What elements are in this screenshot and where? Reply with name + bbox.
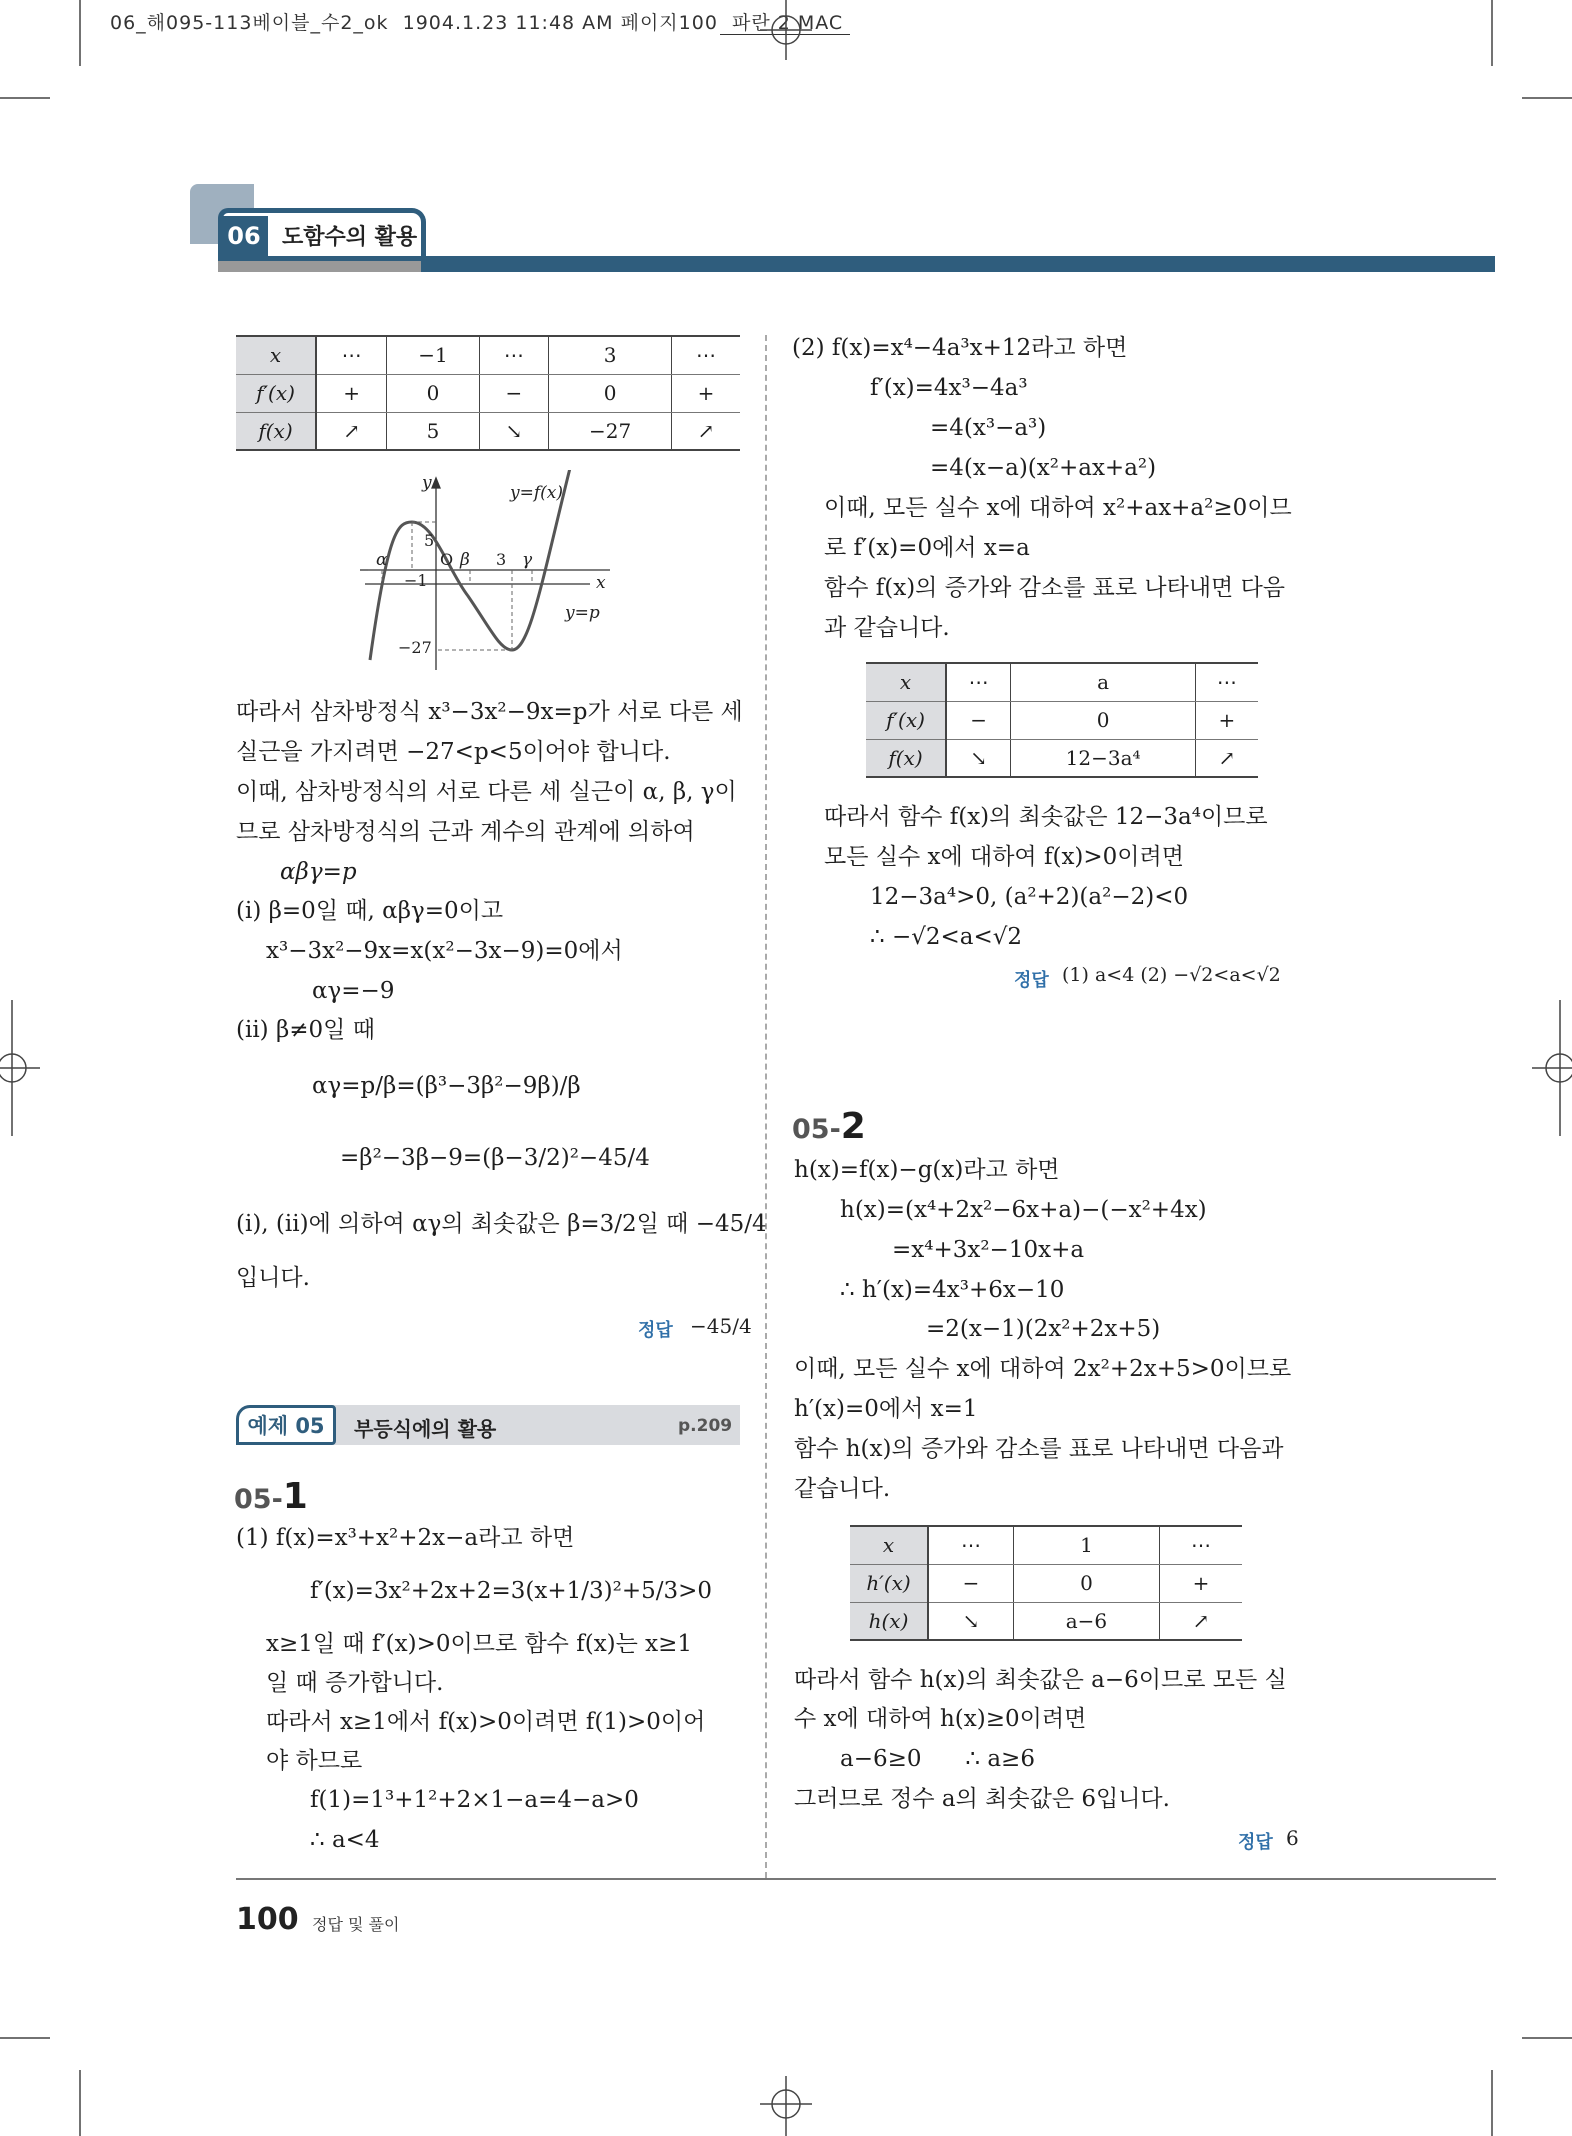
text-line: 따라서 x≥1에서 f(x)>0이려면 f(1)>0이어: [266, 1709, 706, 1735]
table-cell: ⋯: [672, 336, 740, 374]
math-line: ∴ h′(x)=4x³+6x−10: [840, 1277, 1065, 1303]
text-line: (1) f(x)=x³+x²+2x−a라고 하면: [236, 1525, 575, 1551]
table-cell: −27: [549, 412, 672, 450]
table-cell: ↗: [1195, 739, 1258, 777]
text-line: 이때, 삼차방정식의 서로 다른 세 실근이 α, β, γ이: [236, 779, 737, 805]
text-line: x≥1일 때 f′(x)>0이므로 함수 f(x)는 x≥1: [266, 1631, 693, 1657]
text-line: 이때, 모든 실수 x에 대하여 2x²+2x+5>0이므로: [794, 1356, 1292, 1382]
answer-label: 정답: [638, 1320, 673, 1341]
problem-prefix: 05-: [234, 1484, 283, 1515]
text-line: 수 x에 대하여 h(x)≥0이려면: [794, 1706, 1087, 1732]
table-cell: +: [672, 374, 740, 412]
math-line: =x⁴+3x²−10x+a: [892, 1237, 1085, 1263]
table-cell: f(x): [866, 739, 946, 777]
example-tag: 예제 05: [236, 1405, 336, 1445]
variation-table-2: [866, 662, 1258, 778]
y-arrow: [432, 478, 440, 488]
problem-number: [792, 1106, 866, 1147]
table-cell: x: [850, 1526, 928, 1564]
math-line: f(1)=1³+1²+2×1−a=4−a>0: [310, 1787, 639, 1813]
answer-label: 정답: [1014, 970, 1049, 991]
chapter-title: 도함수의 활용: [282, 225, 418, 250]
page-number: 100: [236, 1902, 299, 1937]
text-line: 함수 h(x)의 증가와 감소를 표로 나타내면 다음과: [794, 1436, 1284, 1462]
text-line: 로 f′(x)=0에서 x=a: [824, 535, 1030, 561]
text-line: 일 때 증가합니다.: [266, 1670, 444, 1696]
table-cell: −: [928, 1564, 1013, 1602]
text-line: 그러므로 정수 a의 최솟값은 6입니다.: [794, 1786, 1170, 1812]
table-row: [850, 1602, 1242, 1640]
print-slug: 06_해095-113베이블_수2_ok 1904.1.23 11:48 AM 페이지100 파란 2 MAC: [110, 12, 844, 34]
table-row: [236, 412, 740, 450]
table-cell: ⋯: [946, 663, 1011, 701]
variation-table-1: [236, 335, 740, 451]
math-line: =2(x−1)(2x²+2x+5): [926, 1316, 1161, 1342]
text-line: 이때, 모든 실수 x에 대하여 x²+ax+a²≥0이므: [824, 495, 1292, 521]
table-row: [866, 739, 1258, 777]
table-cell: 0: [549, 374, 672, 412]
table-cell: f(x): [236, 412, 316, 450]
text-line: (i) β=0일 때, αβγ=0이고: [236, 898, 504, 924]
text-line: (i), (ii)에 의하여 αγ의 최솟값은 β=3/2일 때 −45/4: [236, 1211, 767, 1237]
math-line: =4(x−a)(x²+ax+a²): [930, 455, 1157, 481]
text-line: 므로 삼차방정식의 근과 계수의 관계에 의하여: [236, 819, 695, 845]
problem-prefix: 05-: [792, 1114, 841, 1145]
text-line: h(x)=f(x)−g(x)라고 하면: [794, 1157, 1060, 1183]
table-cell: ↗: [316, 412, 387, 450]
text-line: 함수 f(x)의 증가와 감소를 표로 나타내면 다음: [824, 575, 1286, 601]
y-label: y: [422, 473, 432, 493]
text-line: 따라서 함수 h(x)의 최솟값은 a−6이므로 모든 실: [794, 1667, 1287, 1693]
problem-suffix: 1: [282, 1476, 308, 1517]
table-cell: 3: [549, 336, 672, 374]
table-cell: ⋯: [1159, 1526, 1242, 1564]
section-label: 정답 및 풀이: [312, 1915, 400, 1934]
table-cell: −: [946, 701, 1011, 739]
answer-value: 6: [1286, 1826, 1299, 1850]
table-cell: x: [866, 663, 946, 701]
table-cell: +: [1195, 701, 1258, 739]
table-cell: ↗: [1159, 1602, 1242, 1640]
table-cell: f′(x): [236, 374, 316, 412]
text-line: (ii) β≠0일 때: [236, 1017, 375, 1043]
column-divider: [765, 335, 767, 1878]
problem-number: [234, 1476, 308, 1517]
math-line: ∴ −√2<a<√2: [870, 924, 1023, 950]
cubic-graph: [360, 470, 640, 670]
text-line: 과 같습니다.: [824, 615, 950, 641]
table-row: [236, 336, 740, 374]
table-cell: 5: [387, 412, 479, 450]
origin-label: O: [440, 550, 454, 569]
table-cell: ↗: [672, 412, 740, 450]
variation-table-3: [850, 1525, 1242, 1641]
text-line: 따라서 삼차방정식 x³−3x²−9x=p가 서로 다른 세: [236, 699, 743, 725]
answer-value: −45/4: [690, 1314, 752, 1338]
text-line: 모든 실수 x에 대하여 f(x)>0이려면: [824, 844, 1184, 870]
table-cell: 0: [387, 374, 479, 412]
table-cell: ↘: [946, 739, 1011, 777]
five-label: 5: [424, 531, 435, 550]
beta-label: β: [460, 550, 470, 570]
table-cell: 0: [1013, 1564, 1159, 1602]
table-cell: h′(x): [850, 1564, 928, 1602]
math-line: =β²−3β−9=(β−3/2)²−45/4: [340, 1145, 650, 1171]
math-line: ∴ a<4: [310, 1827, 380, 1853]
table-cell: ⋯: [928, 1526, 1013, 1564]
answer-label: 정답: [1238, 1832, 1273, 1853]
table-cell: ⋯: [1195, 663, 1258, 701]
text-line: 입니다.: [236, 1265, 310, 1291]
math-line: αγ=p/β=(β³−3β²−9β)/β: [312, 1073, 581, 1099]
table-cell: +: [316, 374, 387, 412]
example-page-ref: p.209: [678, 1416, 733, 1436]
table-cell: −1: [387, 336, 479, 374]
text-line: 실근을 가지려면 −27<p<5이어야 합니다.: [236, 739, 671, 765]
curve-label: y=f(x): [510, 483, 563, 503]
table-cell: ↘: [928, 1602, 1013, 1640]
text-line: h′(x)=0에서 x=1: [794, 1396, 978, 1422]
header-tab-underline: [218, 261, 421, 272]
math-line: =4(x³−a³): [930, 415, 1047, 441]
math-line: 12−3a⁴>0, (a²+2)(a²−2)<0: [870, 884, 1189, 910]
chapter-number: 06: [220, 216, 268, 256]
x-label: x: [596, 573, 606, 593]
text-line: αγ=−9: [312, 978, 395, 1004]
table-row: [850, 1526, 1242, 1564]
math-line: f′(x)=3x²+2x+2=3(x+1/3)²+5/3>0: [310, 1578, 713, 1604]
table-row: [866, 663, 1258, 701]
answer-value: (1) a<4 (2) −√2<a<√2: [1062, 964, 1281, 986]
table-cell: 1: [1013, 1526, 1159, 1564]
table-cell: +: [1159, 1564, 1242, 1602]
gamma-label: γ: [522, 550, 533, 570]
table-cell: ⋯: [316, 336, 387, 374]
alpha-label: α: [376, 550, 388, 570]
table-cell: f′(x): [866, 701, 946, 739]
table-cell: x: [236, 336, 316, 374]
math-line: a−6≥0 ∴ a≥6: [840, 1746, 1035, 1772]
line-label: y=p: [565, 603, 600, 623]
math-line: h(x)=(x⁴+2x²−6x+a)−(−x²+4x): [840, 1197, 1207, 1223]
table-row: [236, 374, 740, 412]
table-cell: 12−3a⁴: [1011, 739, 1195, 777]
table-row: [850, 1564, 1242, 1602]
table-cell: −: [479, 374, 549, 412]
three-label: 3: [496, 550, 507, 569]
text-line: 같습니다.: [794, 1476, 891, 1502]
table-cell: ↘: [479, 412, 549, 450]
text-line: (2) f(x)=x⁴−4a³x+12라고 하면: [792, 335, 1128, 361]
math-line: f′(x)=4x³−4a³: [870, 375, 1028, 401]
table-cell: h(x): [850, 1602, 928, 1640]
example-title: 부등식에의 활용: [354, 1417, 497, 1441]
table-cell: a−6: [1013, 1602, 1159, 1640]
text-line: αβγ=p: [280, 859, 357, 885]
text-line: x³−3x²−9x=x(x²−3x−9)=0에서: [266, 938, 623, 964]
table-cell: a: [1011, 663, 1195, 701]
neg-one-label: −1: [404, 571, 428, 590]
text-line: 야 하므로: [266, 1748, 363, 1774]
table-cell: ⋯: [479, 336, 549, 374]
neg27-label: −27: [398, 638, 432, 657]
table-row: [866, 701, 1258, 739]
text-line: 따라서 함수 f(x)의 최솟값은 12−3a⁴이므로: [824, 804, 1268, 830]
problem-suffix: 2: [840, 1106, 866, 1147]
footer-rule: [236, 1878, 1496, 1880]
table-cell: 0: [1011, 701, 1195, 739]
